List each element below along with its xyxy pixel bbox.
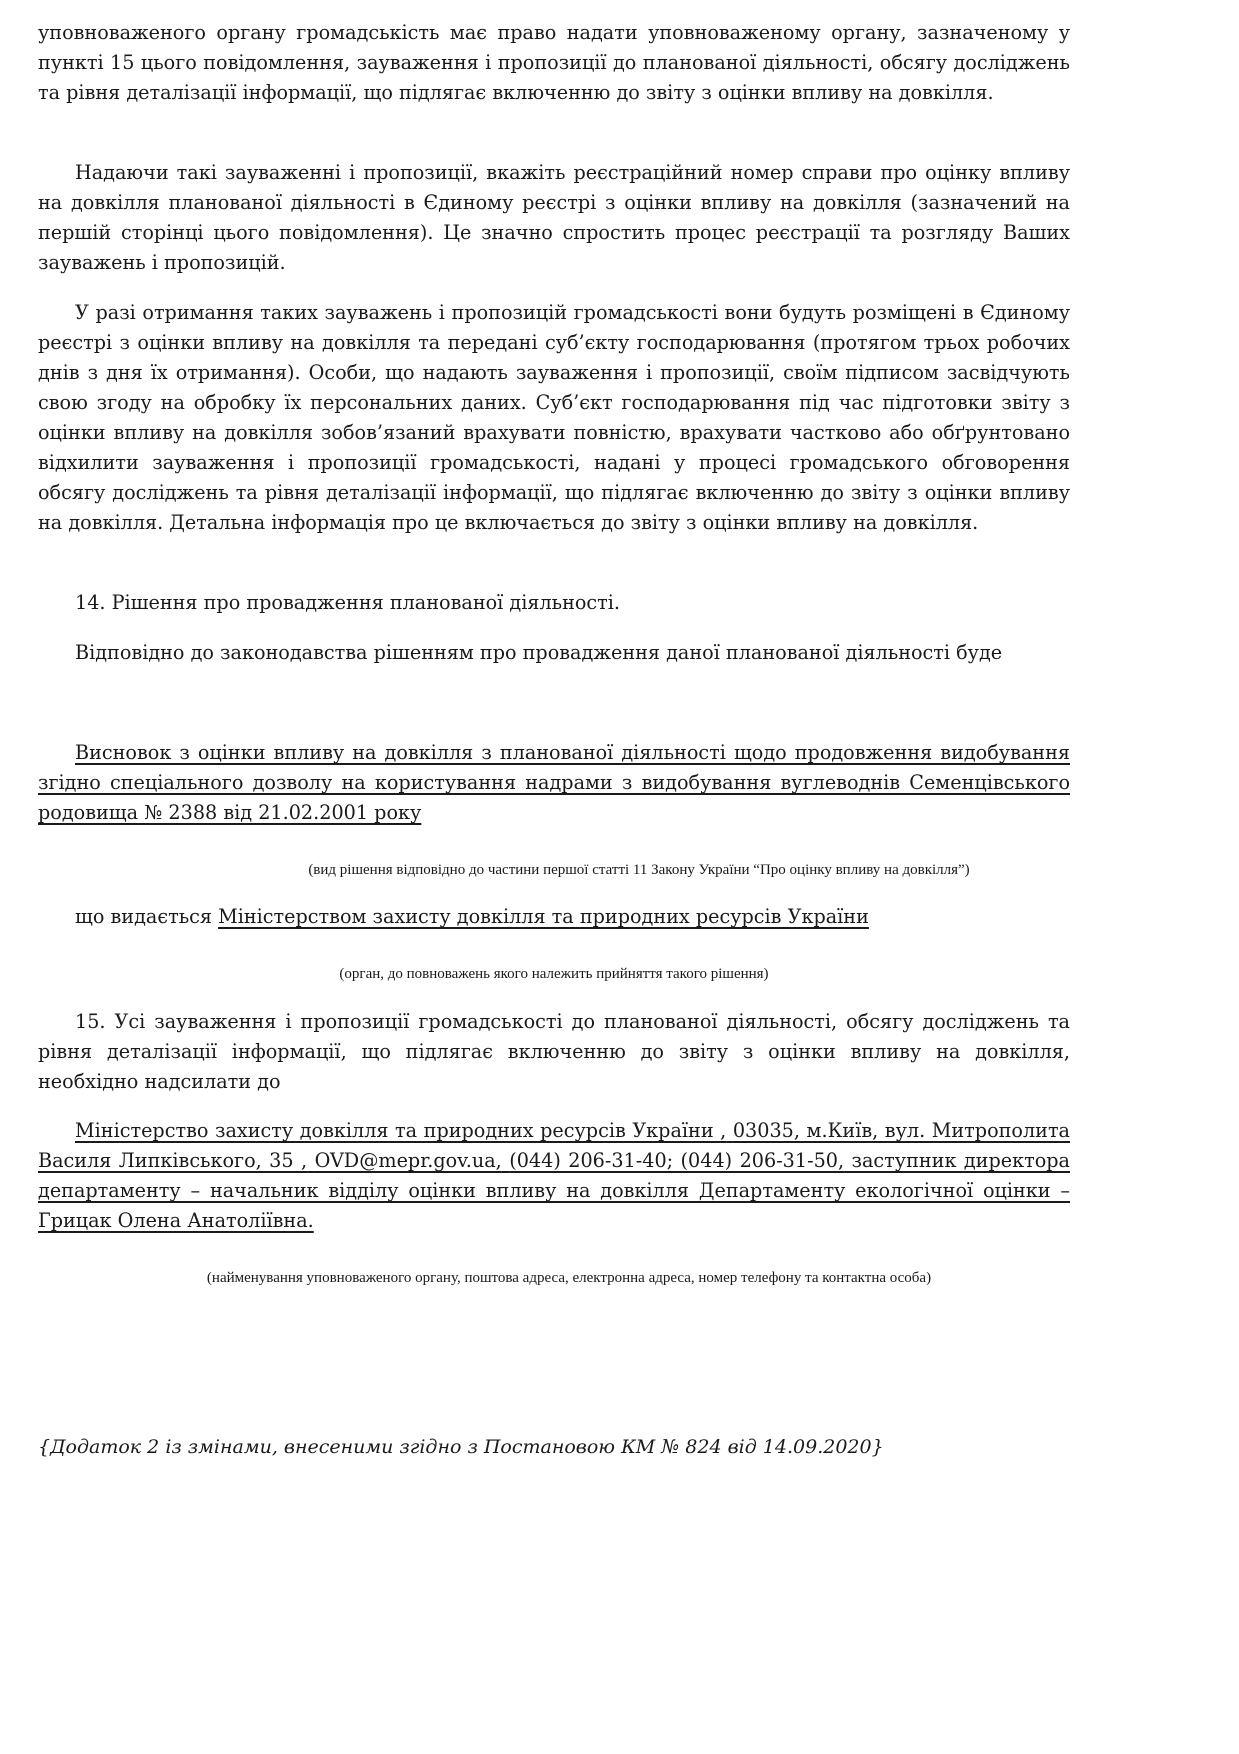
- issued-by-authority: Міністерством захисту довкілля та природних ресурсів України: [218, 905, 869, 928]
- section-14-intro: [38, 638, 1070, 668]
- section-15-text: 15. Усі зауваження і пропозиції громадськості до планованої діяльності, обсягу досліджень та рівня деталізації інформації, що підлягає включенню до звіту з оцінки впливу на довкілля, необхідно надсилати до: [38, 1010, 1070, 1093]
- paragraph-rights: [38, 18, 1070, 108]
- section-heading: 14. Рішення про провадження планованої діяльності.: [75, 591, 621, 614]
- issued-by-caption: (орган, до повноважень якого належить прийняття такого рішення): [339, 966, 769, 982]
- contact-phones: (044) 206-31-40; (044) 206-31-50,: [509, 1149, 845, 1172]
- contact-postal-address: 03035, м.Київ, вул. Митрополита Василя Липківського, 35 ,: [38, 1119, 1070, 1172]
- contact-organization: Міністерство захисту довкілля та природних ресурсів України ,: [75, 1119, 727, 1142]
- paragraph-processing: [38, 298, 1070, 538]
- paragraph-text: уповноваженого органу громадськість має право надати уповноваженому органу, зазначеному у пункті 15 цього повідомлення, зауваження і пропозиції до планованої діяльності, обсягу досліджень та рівня деталізації інформації, що підлягає включенню до звіту з оцінки впливу на довкілля.: [38, 21, 1070, 104]
- issued-by-block: [38, 902, 1070, 932]
- contact-block: [38, 1116, 1070, 1236]
- section-15: [38, 1007, 1070, 1097]
- contact-caption-block: [38, 1268, 1070, 1288]
- contact-person: заступник директора департаменту – начальник відділу оцінки впливу на довкілля Департаменту екологічної оцінки – Грицак Олена Анатоліївна.: [38, 1149, 1070, 1232]
- decision-type-value: Висновок з оцінки впливу на довкілля з планованої діяльності щодо продовження видобування згідно спеціального дозволу на користування надрами з видобування вуглеводнів Семенцівського родовища № 2388 від 21.02.2001 року: [38, 741, 1070, 824]
- footer-note-block: [38, 1432, 1070, 1462]
- issued-by-prefix: що видається: [75, 905, 219, 928]
- section-14-heading: [38, 588, 1070, 618]
- decision-type-caption-block: [38, 860, 1070, 880]
- paragraph-text: Відповідно до законодавства рішенням про провадження даної планованої діяльності буде: [75, 641, 1003, 664]
- decision-type-caption: (вид рішення відповідно до частини першої статті 11 Закону України “Про оцінку впливу на довкілля”): [308, 862, 970, 878]
- decision-type-block: [38, 738, 1070, 828]
- contact-email[interactable]: OVD@mepr.gov.ua,: [314, 1149, 502, 1172]
- issued-by-caption-block: [38, 964, 1070, 984]
- paragraph-registration-number: [38, 158, 1070, 278]
- paragraph-text: У разі отримання таких зауважень і пропозицій громадськості вони будуть розміщені в Єдиному реєстрі з оцінки впливу на довкілля та передані суб’єкту господарювання (протягом трьох робочих днів з дня їх отримання). Особи, що надають зауваження і пропозиції, своїм підписом засвідчують свою згоду на обробку їх персональних даних. Суб’єкт господарювання під час підготовки звіту з оцінки впливу на довкілля зобов’язаний врахувати повністю, врахувати частково або обґрунтовано відхилити зауваження і пропозиції громадськості, надані у процесі громадського обговорення обсягу досліджень та рівня деталізації інформації, що підлягає включенню до звіту з оцінки впливу на довкілля. Детальна інформація про це включається до звіту з оцінки впливу на довкілля.: [38, 301, 1070, 534]
- footer-note: {Додаток 2 із змінами, внесеними згідно з Постановою КМ № 824 від 14.09.2020}: [38, 1436, 884, 1458]
- contact-caption: (найменування уповноваженого органу, поштова адреса, електронна адреса, номер телефону та контактна особа): [206, 1270, 932, 1286]
- paragraph-text: Надаючи такі зауваженні і пропозиції, вкажіть реєстраційний номер справи про оцінку впливу на довкілля планованої діяльності в Єдиному реєстрі з оцінки впливу на довкілля (зазначений на першій сторінці цього повідомлення). Це значно спростить процес реєстрації та розгляду Ваших зауважень і пропозицій.: [38, 161, 1070, 274]
